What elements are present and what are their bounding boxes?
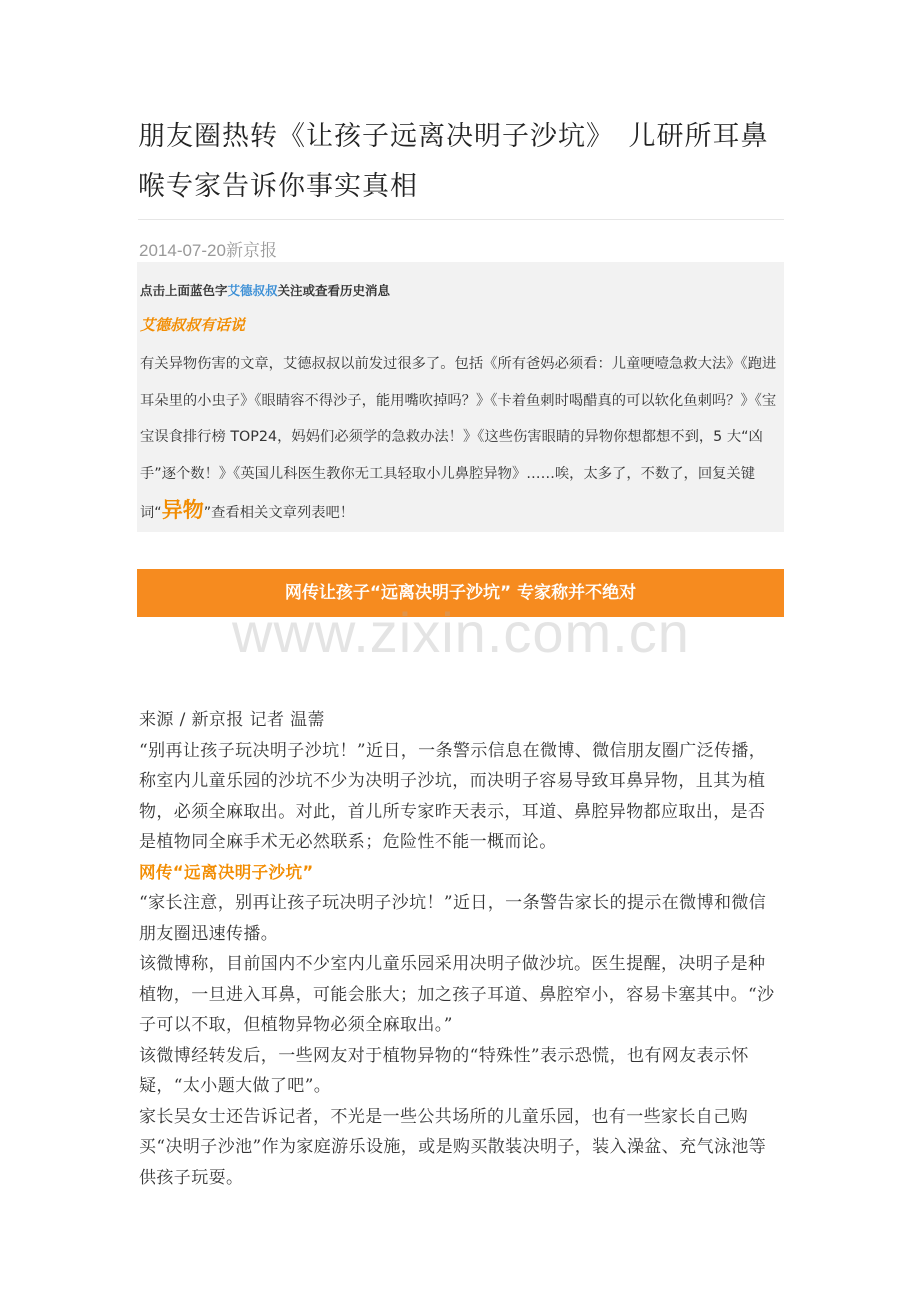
article-meta <box>139 236 277 261</box>
paragraph-5: 家长吴女士还告诉记者，不光是一些公共场所的儿童乐园，也有一些家长自己购买“决明子沙池”作为家庭游乐设施，或是购买散装决明子，装入澡盆、充气泳池等供孩子玩耍。 <box>139 1106 767 1188</box>
intro-text-end: ”查看相关文章列表吧！ <box>203 505 355 521</box>
paragraph-4: 该微博经转发后，一些网友对于植物异物的“特殊性”表示恐慌，也有网友表示怀疑，“太小题大做了吧”。 <box>139 1045 749 1096</box>
article-title: 朋友圈热转《让孩子远离决明子沙坑》 儿研所耳鼻喉专家告诉你事实真相 <box>138 121 769 202</box>
publish-date: 2014-07-20 <box>139 241 226 260</box>
intro-text: 有关异物伤害的文章，艾德叔叔以前发过很多了。包括《所有爸妈必须看：儿童哽噎急救大法》《跑进耳朵里的小虫子》《眼睛容不得沙子，能用嘴吹掉吗？》《卡着鱼刺时喝醋真的可以软化鱼刺吗？》《宝宝误食排行榜 TOP24，妈妈们必须学的急救办法！》《这些伤害眼睛的异物你想都想不到，5 大“凶手”逐个数！》《英国儿科医生教你无工具轻取小儿鼻腔异物》……唉，太多了，不数了，回复关键词“ <box>140 356 777 521</box>
follow-prompt-suffix: 关注或查看历史消息 <box>277 283 391 298</box>
byline: 来源 / 新京报 记者 温薷 <box>139 710 325 730</box>
paragraph-3: 该微博称，目前国内不少室内儿童乐园采用决明子做沙坑。医生提醒，决明子是种植物，一旦进入耳鼻，可能会胀大；加之孩子耳道、鼻腔窄小，容易卡塞其中。“沙子可以不取，但植物异物必须全麻取出。” <box>139 954 775 1035</box>
intro-paragraph <box>140 346 784 532</box>
keyword-highlight: 异物 <box>161 498 204 522</box>
paragraph-1: “别再让孩子玩决明子沙坑！”近日，一条警示信息在微博、微信朋友圈广泛传播，称室内儿童乐园的沙坑不少为决明子沙坑，而决明子容易导致耳鼻异物，且其为植物，必须全麻取出。对此，首儿所专家昨天表示，耳道、鼻腔异物都应取出，是否是植物同全麻手术无必然联系；危险性不能一概而论。 <box>139 740 767 852</box>
title-divider <box>138 219 784 220</box>
section-banner: 网传让孩子“远离决明子沙坑” 专家称并不绝对 <box>137 569 784 617</box>
watermark: www.zixin.com.cn <box>232 601 690 664</box>
account-link[interactable]: 艾德叔叔 <box>227 283 278 298</box>
paragraph-2: “家长注意，别再让孩子玩决明子沙坑！”近日，一条警告家长的提示在微博和微信朋友圈迅速传播。 <box>139 893 767 944</box>
follow-prompt-prefix: 点击上面蓝色字 <box>140 283 228 298</box>
article-body <box>139 705 779 1193</box>
intro-heading: 艾德叔叔有话说 <box>140 316 246 334</box>
section-subheading: 网传“远离决明子沙坑” <box>139 862 314 882</box>
source-label: 新京报 <box>225 241 277 261</box>
follow-prompt <box>140 281 390 299</box>
